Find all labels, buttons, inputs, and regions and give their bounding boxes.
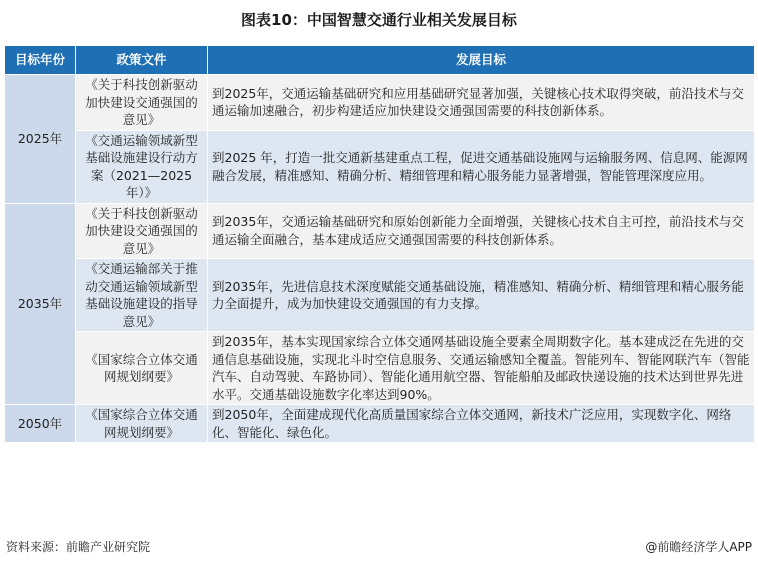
footer — [6, 536, 752, 558]
header-goal: 发展目标 — [208, 46, 755, 75]
goal-cell: 到2035年，基本实现国家综合立体交通网基础设施全要素全周期数字化。基本建成泛在先进的交通信息基础设施，实现北斗时空信息服务、交通运输感知全覆盖。智能列车、智能网联汽车（智能汽车、自动驾驶、车路协同）、智能化通用航空器、智能船舶及邮政快递设施的技术达到世界先进水平。交通基础设施数字化率达到90%。 — [208, 332, 755, 405]
table-row — [5, 332, 755, 405]
goal-cell: 到2025 年，打造一批交通新基建重点工程，促进交通基础设施网与运输服务网、信息网、能源网融合发展，精准感知、精确分析、精细管理和精心服务能力显著增强，智能管理深度应用。 — [208, 130, 755, 203]
table-row — [5, 405, 755, 443]
policy-cell: 《交通运输领域新型基础设施建设行动方案（2021—2025年）》 — [76, 130, 208, 203]
header-year: 目标年份 — [5, 46, 76, 75]
goal-cell: 到2050年，全面建成现代化高质量国家综合立体交通网，新技术广泛应用，实现数字化、网络化、智能化、绿色化。 — [208, 405, 755, 443]
policy-cell: 《交通运输部关于推动交通运输领域新型基础设施建设的指导意见》 — [76, 259, 208, 332]
year-cell: 2035年 — [5, 203, 76, 405]
brand-credit: @前瞻经济学人APP — [645, 540, 752, 554]
policy-cell: 《国家综合立体交通网规划纲要》 — [76, 405, 208, 443]
policy-cell: 《关于科技创新驱动加快建设交通强国的意见》 — [76, 75, 208, 131]
table-row — [5, 75, 755, 131]
year-cell: 2050年 — [5, 405, 76, 443]
page-title: 图表10：中国智慧交通行业相关发展目标 — [241, 11, 517, 29]
goals-table — [4, 45, 755, 443]
goal-cell: 到2025年，交通运输基础研究和应用基础研究显著加强，关键核心技术取得突破，前沿技术与交通运输加速融合，初步构建适应加快建设交通强国需要的科技创新体系。 — [208, 75, 755, 131]
goal-cell: 到2035年，交通运输基础研究和原始创新能力全面增强，关键核心技术自主可控，前沿技术与交通运输全面融合，基本建成适应交通强国需要的科技创新体系。 — [208, 203, 755, 259]
header-policy: 政策文件 — [76, 46, 208, 75]
source-note: 资料来源：前瞻产业研究院 — [6, 540, 151, 554]
table-row — [5, 203, 755, 259]
table-header-row — [5, 46, 755, 75]
policy-cell: 《关于科技创新驱动加快建设交通强国的意见》 — [76, 203, 208, 259]
table-row — [5, 130, 755, 203]
year-cell: 2025年 — [5, 75, 76, 204]
goal-cell: 到2035年，先进信息技术深度赋能交通基础设施，精准感知、精确分析、精细管理和精心服务能力全面提升，成为加快建设交通强国的有力支撑。 — [208, 259, 755, 332]
policy-cell: 《国家综合立体交通网规划纲要》 — [76, 332, 208, 405]
table-row — [5, 259, 755, 332]
